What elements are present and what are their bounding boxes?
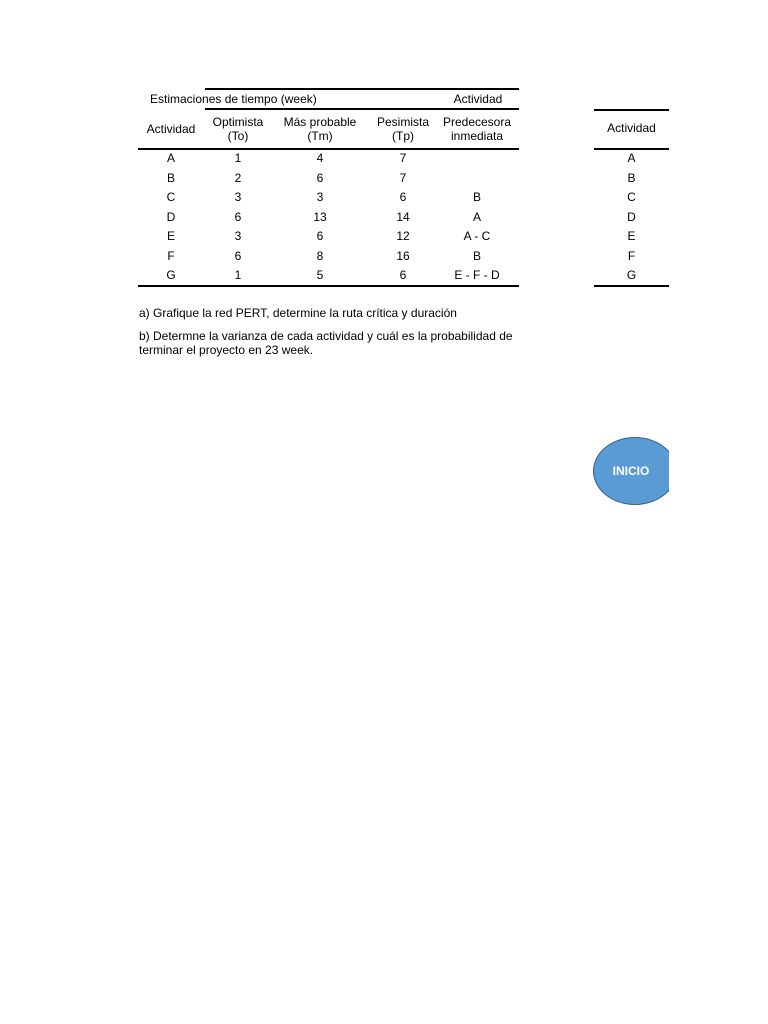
table-cell: 12 — [396, 229, 410, 243]
table-cell: A — [166, 151, 175, 165]
table-cell: G — [166, 268, 176, 282]
column-header-line: Más probable — [283, 115, 357, 129]
questions-block — [139, 306, 529, 366]
right-table-bottom-rule — [594, 285, 669, 287]
table-cell: 6 — [399, 268, 407, 282]
table-cell: 16 — [396, 248, 410, 263]
table-cell: 3 — [234, 190, 242, 204]
column-header-line: (Tp) — [392, 129, 414, 143]
column-header-line: Pesimista — [376, 115, 429, 129]
list-item: B — [627, 170, 636, 185]
column-header — [136, 122, 206, 136]
question-b: b) Determne la varianza de cada actividad y cuál es la probabilidad de terminar el proyecto en 23 week. — [139, 329, 513, 357]
column-header-line: inmediata — [450, 129, 504, 143]
table-header-rule — [138, 148, 519, 150]
list-item: D — [627, 209, 636, 224]
list-item: A — [627, 151, 636, 165]
table-cell: A — [472, 209, 481, 224]
table-top-rule — [205, 88, 519, 90]
table-cell: 6 — [399, 190, 407, 204]
column-header-line: (Tm) — [307, 129, 333, 143]
table-cell: A - C — [463, 229, 491, 243]
right-table-header-rule — [594, 148, 669, 150]
list-item: G — [626, 268, 637, 282]
table-cell: 6 — [316, 170, 324, 185]
column-header-line: Actividad — [146, 122, 196, 136]
column-header-line: (To) — [227, 129, 249, 143]
table-cell: 8 — [316, 248, 324, 263]
table-cell: E — [166, 229, 175, 243]
table-cell: B — [166, 170, 175, 185]
list-item: E — [627, 229, 636, 243]
column-header — [432, 115, 522, 143]
table-cell: 13 — [313, 209, 327, 224]
table-cell: B — [472, 190, 481, 204]
column-header-line: Predecesora — [442, 115, 512, 129]
table-cell: 6 — [234, 209, 242, 224]
group-header-time-estimates: Estimaciones de tiempo (week) — [150, 92, 317, 106]
inicio-node[interactable] — [593, 437, 669, 505]
column-header-line: Optimista — [212, 115, 264, 129]
table-cell: 3 — [234, 229, 242, 243]
table-cell: 3 — [316, 190, 324, 204]
table-cell: D — [166, 209, 176, 224]
right-table-top-rule — [594, 109, 669, 111]
question-a: a) Grafique la red PERT, determine la ruta crítica y duración — [139, 306, 457, 320]
table-cell: 6 — [234, 248, 242, 263]
table-subheader-rule — [205, 108, 519, 110]
table-cell: 7 — [399, 151, 407, 165]
inicio-node-area — [592, 436, 669, 510]
table-cell: 6 — [316, 229, 324, 243]
table-cell: 4 — [316, 151, 324, 165]
group-header-activity: Actividad — [453, 92, 503, 106]
table-cell: 7 — [399, 170, 407, 185]
table-cell: C — [166, 190, 176, 204]
right-table-header: Actividad — [607, 121, 656, 135]
table-cell: 1 — [234, 268, 242, 282]
list-item: C — [627, 190, 636, 204]
inicio-node-label: INICIO — [612, 464, 650, 478]
table-cell: E - F - D — [454, 268, 500, 282]
column-header — [371, 115, 435, 143]
column-header — [275, 115, 365, 143]
table-cell: 2 — [234, 170, 242, 185]
table-cell: 5 — [316, 268, 324, 282]
table-cell: F — [167, 248, 175, 263]
list-item: F — [627, 248, 636, 263]
table-bottom-rule — [138, 285, 519, 287]
table-cell: 14 — [396, 209, 410, 224]
table-cell: 1 — [234, 151, 242, 165]
column-header — [206, 115, 270, 143]
table-cell: B — [472, 248, 481, 263]
